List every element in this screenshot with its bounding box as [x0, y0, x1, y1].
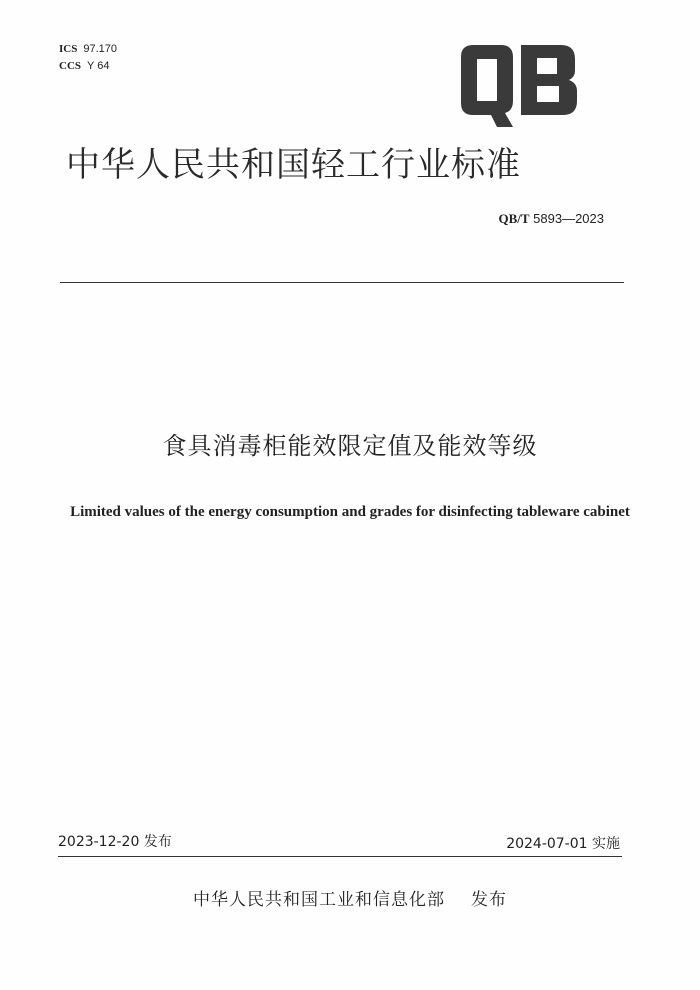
- ics-value: 97.170: [83, 43, 117, 55]
- bottom-divider: [58, 856, 622, 857]
- issue-date: 2023-12-20 发布: [58, 834, 172, 850]
- issuer-action: 发布: [471, 890, 507, 910]
- standard-number: [498, 210, 604, 228]
- qb-logo: [457, 43, 581, 127]
- issuing-authority: [0, 887, 700, 913]
- ccs-value: Y 64: [87, 60, 110, 72]
- document-title-chinese: 食具消毒柜能效限定值及能效等级: [162, 432, 538, 460]
- implementation-date: 2024-07-01 实施: [506, 836, 620, 852]
- standard-number-value: 5893—2023: [533, 211, 604, 226]
- ccs-label: CCS: [59, 60, 82, 72]
- standard-number-prefix: QB/T: [498, 211, 530, 226]
- top-divider: [60, 282, 624, 283]
- issuer-name: 中华人民共和国工业和信息化部: [193, 890, 445, 910]
- classification-codes: [59, 41, 117, 75]
- ccs-code: [59, 58, 117, 75]
- standard-category-title: 中华人民共和国轻工行业标准: [66, 145, 521, 185]
- document-title-english: Limited values of the energy consumption and grades for disinfecting tableware cabinet: [70, 504, 630, 520]
- ics-label: ICS: [59, 43, 78, 55]
- ics-code: [59, 41, 117, 58]
